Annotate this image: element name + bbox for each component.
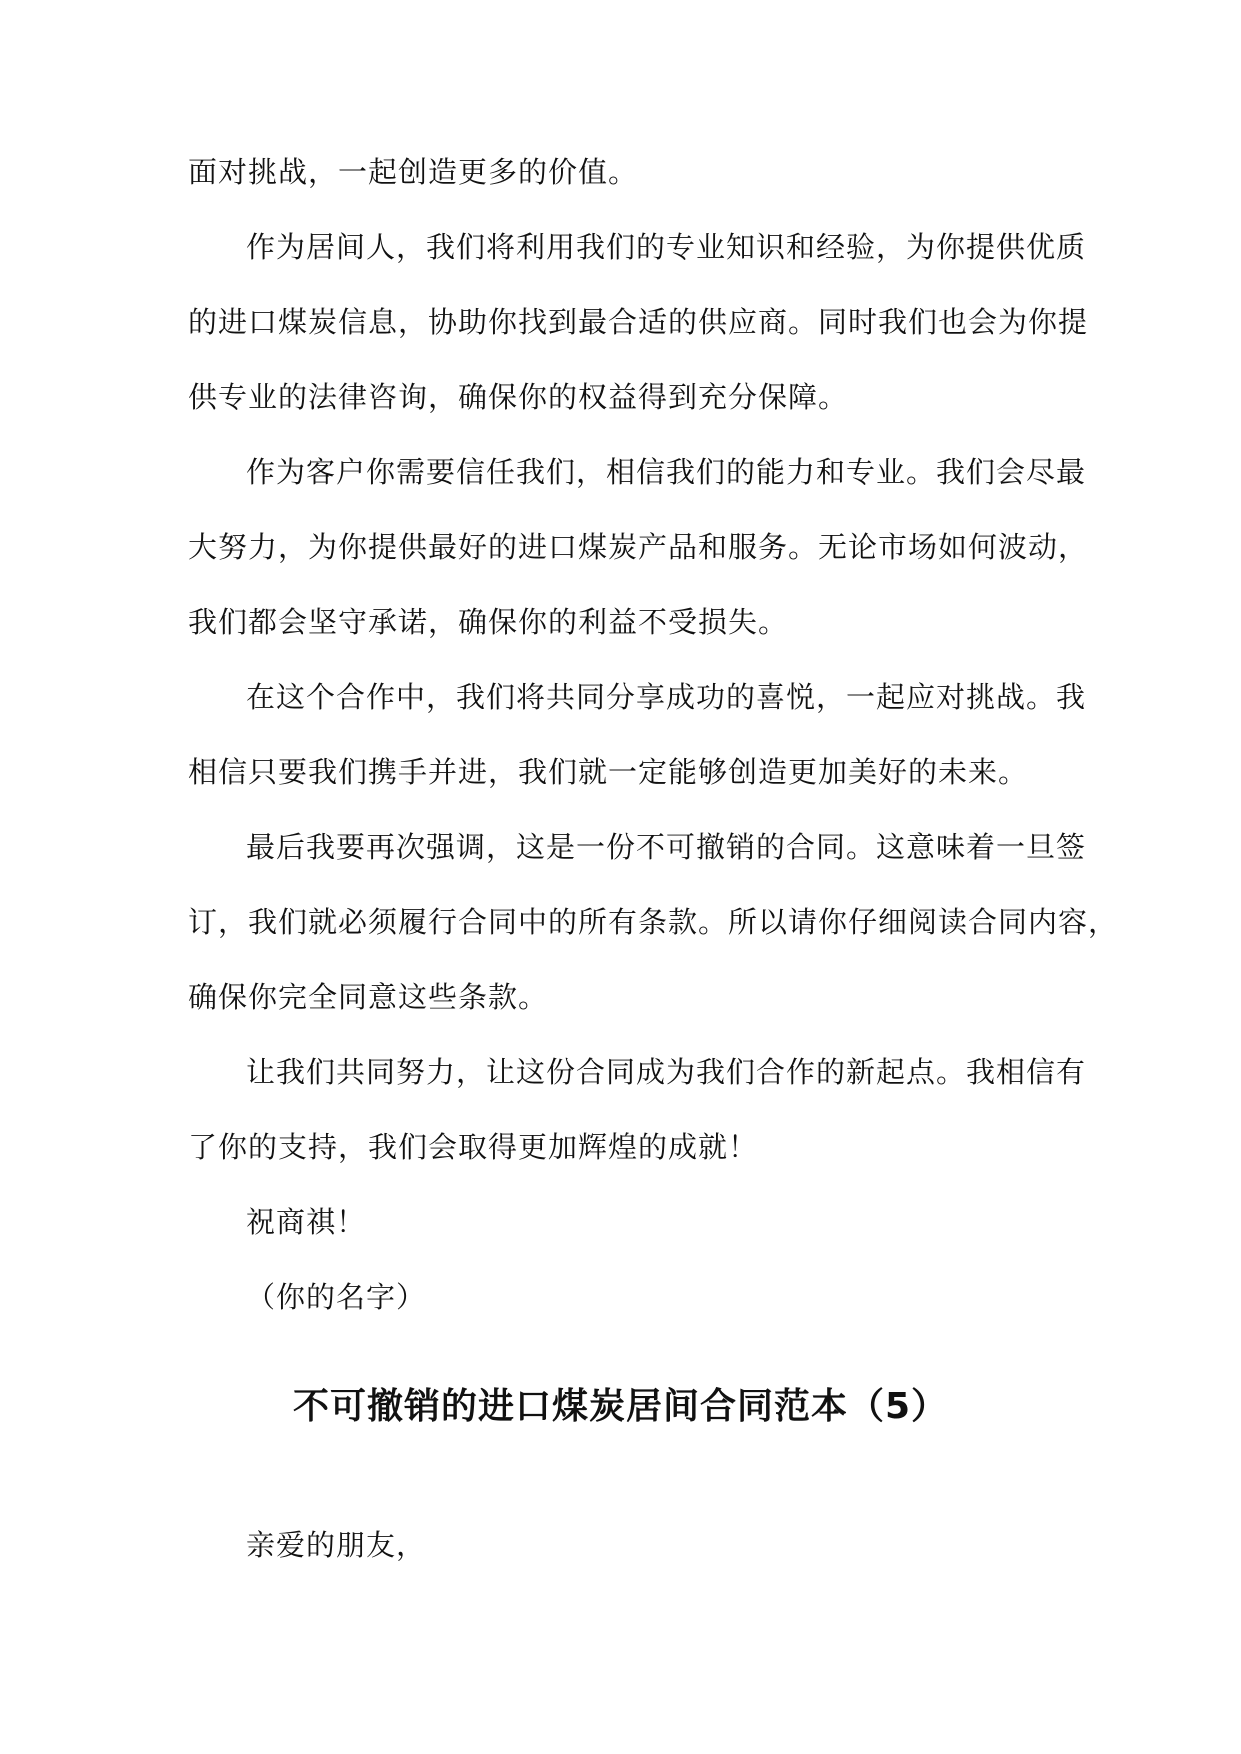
salutation: 亲爱的朋友， — [246, 1528, 427, 1562]
text-line: 确保你完全同意这些条款。 — [188, 980, 549, 1014]
body-text — [188, 135, 1119, 1335]
signature-line: （你的名字） — [246, 1280, 427, 1314]
text-line: 让我们共同努力，让这份合同成为我们合作的新起点。我相信有 — [246, 1055, 1087, 1089]
salutation-block — [188, 1508, 1058, 1583]
text-line: 作为居间人，我们将利用我们的专业知识和经验，为你提供优质 — [246, 230, 1087, 264]
section-heading: 不可撤销的进口煤炭居间合同范本（5） — [292, 1386, 949, 1427]
text-line: 我们都会坚守承诺，确保你的利益不受损失。 — [188, 605, 789, 639]
text-line: 供专业的法律咨询，确保你的权益得到充分保障。 — [188, 380, 849, 414]
text-line: 最后我要再次强调，这是一份不可撤销的合同。这意味着一旦签 — [246, 830, 1087, 864]
text-line: 面对挑战，一起创造更多的价值。 — [188, 155, 639, 189]
text-line: 的进口煤炭信息，协助你找到最合适的供应商。同时我们也会为你提 — [188, 305, 1089, 339]
text-line: 在这个合作中，我们将共同分享成功的喜悦，一起应对挑战。我 — [246, 680, 1087, 714]
text-line: 相信只要我们携手并进，我们就一定能够创造更加美好的未来。 — [188, 755, 1029, 789]
text-line: 订，我们就必须履行合同中的所有条款。所以请你仔细阅读合同内容， — [188, 905, 1119, 939]
text-line: 作为客户你需要信任我们，相信我们的能力和专业。我们会尽最 — [246, 455, 1087, 489]
text-line: 了你的支持，我们会取得更加辉煌的成就！ — [188, 1130, 759, 1164]
closing-line: 祝商祺！ — [246, 1205, 367, 1239]
text-line: 大努力，为你提供最好的进口煤炭产品和服务。无论市场如何波动， — [188, 530, 1089, 564]
